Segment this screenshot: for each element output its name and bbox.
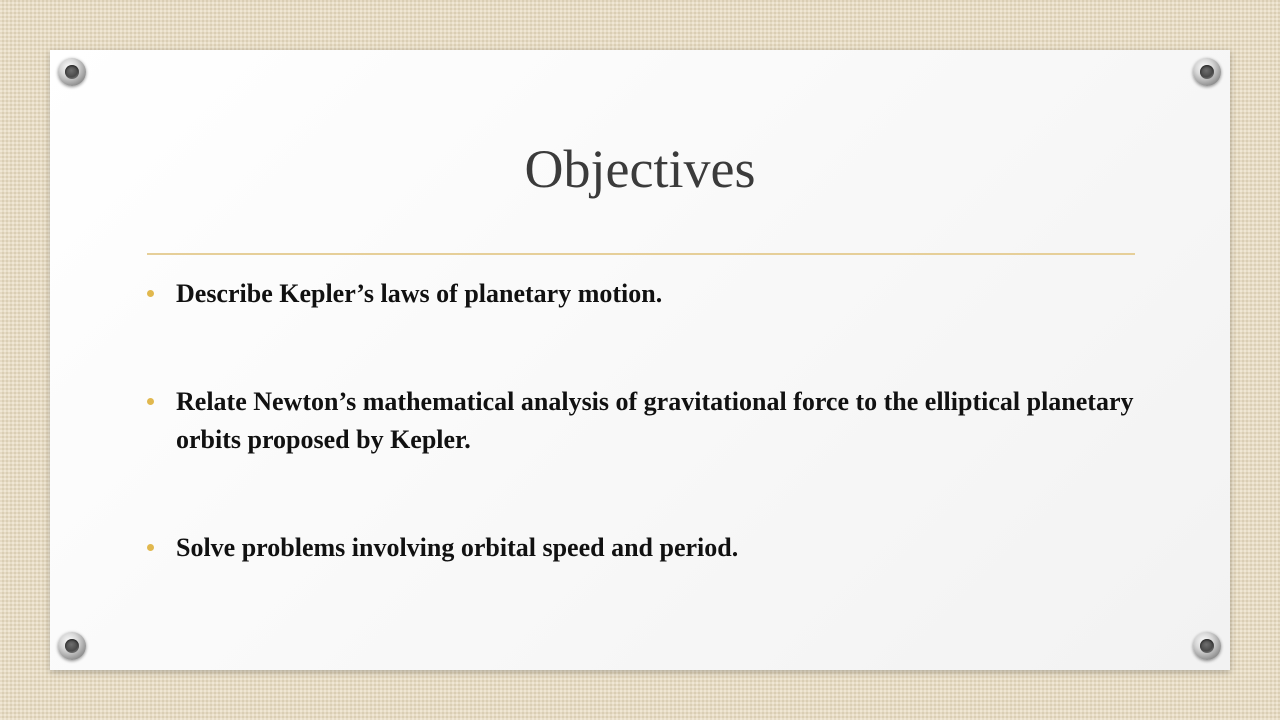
bullet-text: Relate Newton’s mathematical analysis of gravitational force to the elliptical planetary orbits proposed by Kepler.: [176, 387, 1134, 454]
grommet-icon: [1193, 58, 1221, 86]
bullet-item: [147, 383, 1136, 459]
bullet-item: [147, 529, 738, 567]
grommet-icon: [58, 632, 86, 660]
bullet-text: Describe Kepler’s laws of planetary motion.: [176, 279, 663, 308]
bullet-text: Solve problems involving orbital speed and period.: [176, 533, 739, 562]
grommet-icon: [1193, 632, 1221, 660]
bullet-dot-icon: [147, 290, 154, 297]
title-divider: [147, 253, 1135, 255]
bullet-item: [147, 275, 662, 313]
bullet-dot-icon: [147, 544, 154, 551]
bullet-dot-icon: [147, 398, 154, 405]
slide-title: Objectives: [524, 139, 756, 199]
grommet-icon: [58, 58, 86, 86]
